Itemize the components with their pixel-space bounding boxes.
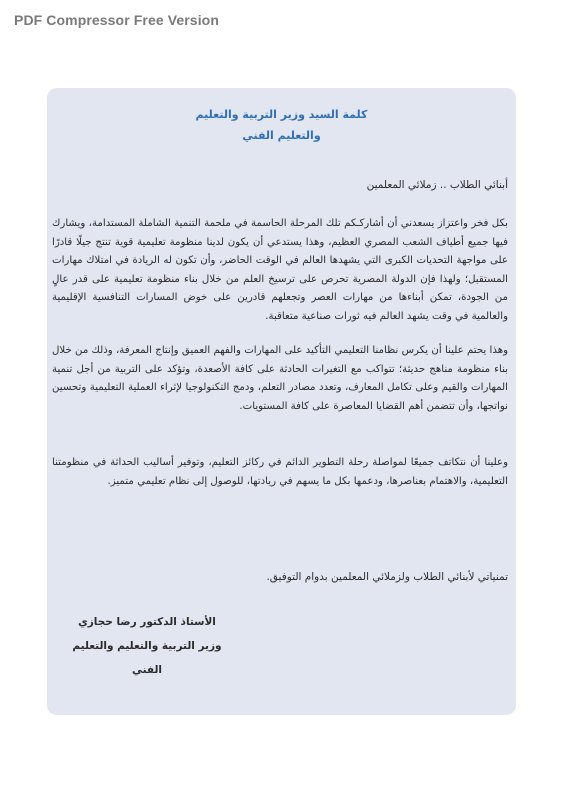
letter-greeting: أبنائي الطلاب .. زملائي المعلمين	[366, 179, 508, 191]
letter-title-line2: والتعليم الفني	[242, 129, 321, 142]
signature-block	[57, 610, 237, 682]
letter-paragraph-3: وعلينا أن نتكاتف جميعًا لمواصلة رحلة التطوير الدائم في ركائز التعليم، وتوفير أساليب الحداثة في منظومتنا التعليمية، والاهتمام بعناصرها، ودعمها بكل ما يسهم في ريادتها، للوصول إلى نظام تعليمي متميز.	[52, 457, 508, 487]
letter-title	[47, 104, 516, 146]
signature-title: وزير التربية والتعليم والتعليم الفني	[72, 640, 222, 676]
letter-paragraph-1: بكل فخر واعتزاز يسعدني أن أشاركـكم تلك المرحلة الحاسمة في ملحمة التنمية الشاملة المستدامة، ويشارك فيها جميع أطياف الشعب المصري العظيم، وهذا يستدعي أن يكون لدينا منظومة تعليمية قوية تنتج جيلًا قادرًا على مواجهة التحديات الكبرى التي يشهدها العالم في الوقت الحاضر، وأن تكون له الريادة في امتلاك مهارات المستقبل؛ ولهذا فإن الدولة المصرية تحرص على ترسيخ العلم من خلال بناء منظومة تعليمية على قدر عالٍ من الجودة، تمكن أبناءها من مهارات العصر وتجعلهم قادرين على خوض المسارات التنافسية الإقليمية والعالمية في وقت يشهد العالم فيه ثورات صناعية متعاقبة.	[52, 218, 508, 322]
signature-name: الأستاذ الدكتور رضا حجازي	[78, 616, 216, 628]
watermark-label: PDF Compressor Free Version	[14, 12, 219, 28]
letter-paragraph-2: وهذا يحتم علينا أن يكرس نظامنا التعليمي التأكيد على المهارات والفهم العميق وإنتاج المعرفة، وذلك من خلال بناء منظومة مناهج حديثة؛ تتواكب مع التغيرات الحادثة على كافة الأصعدة، وتؤكد على التربية من أجل تنمية المهارات والقيم وعلى تكامل المعارف، وتعدد مصادر التعلم، ودمج التكنولوجيا لإثراء العملية التعليمية وتحسين نواتجها، وأن تتضمن أهم القضايا المعاصرة على كافة المستويات.	[52, 345, 508, 412]
letter-title-line1: كلمة السيد وزير التربية والتعليم	[195, 108, 368, 121]
letter-closing: تمنياتي لأبنائي الطلاب ولزملائي المعلمين بدوام التوفيق.	[266, 571, 508, 583]
letter-card	[47, 88, 516, 715]
